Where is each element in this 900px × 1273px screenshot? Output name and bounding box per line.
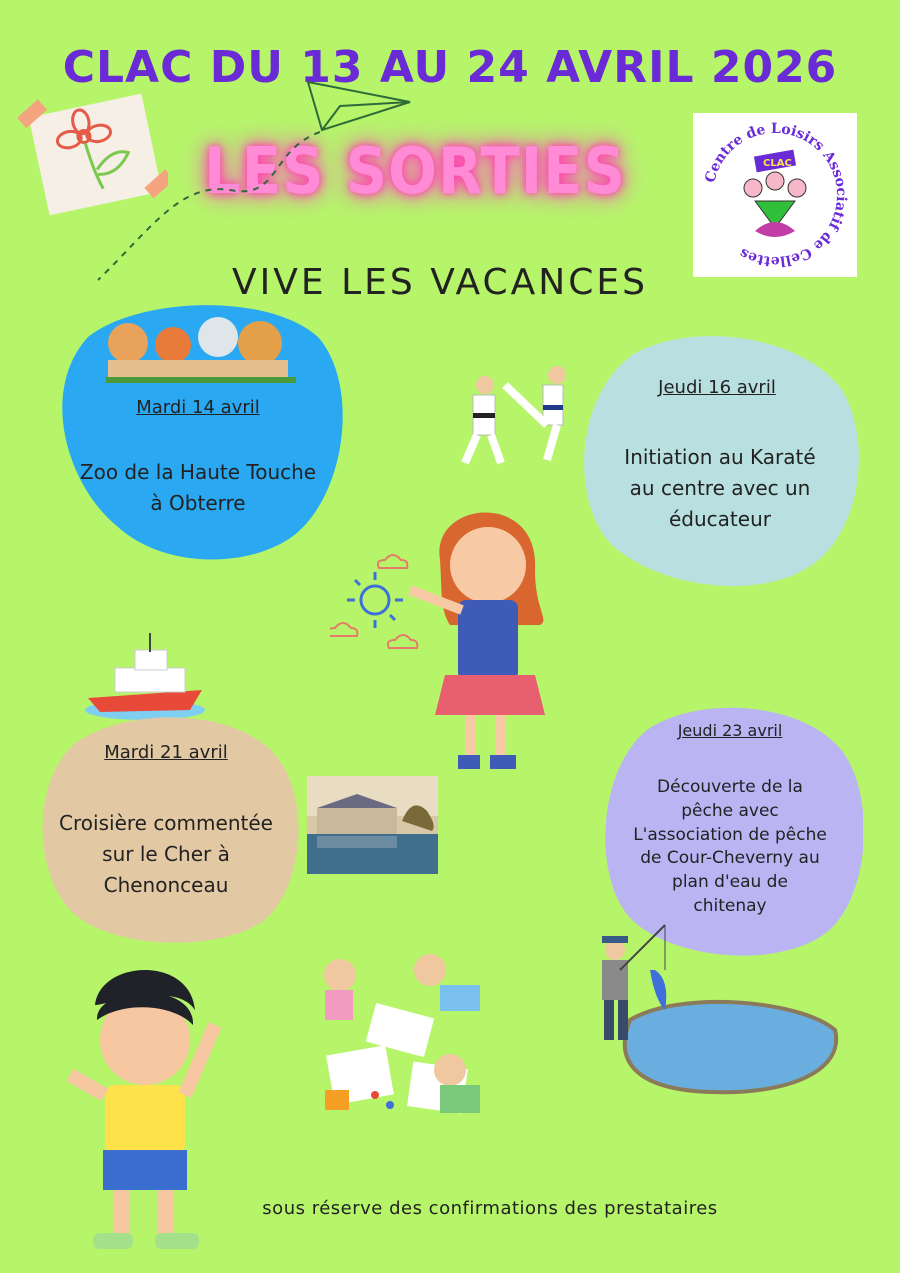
outing-description (32, 808, 300, 901)
outing-description (597, 776, 863, 919)
karate-illustration (445, 355, 585, 475)
outing-line: sur le Cher à (102, 842, 230, 866)
outing-line: plan d'eau de (672, 872, 788, 893)
outing-line: de Cour-Cheverny au (640, 848, 820, 869)
fishing-illustration (590, 920, 845, 1100)
outing-line: Initiation au Karaté (624, 445, 816, 469)
svg-text:CLAC: CLAC (763, 158, 792, 169)
outing-date: Mardi 14 avril (136, 397, 260, 418)
clac-logo (693, 113, 857, 277)
outing-line: Croisière commentée (59, 811, 273, 835)
outing-line: Découverte de la (657, 777, 803, 797)
footer-note: sous réserve des confirmations des prestataires (262, 1198, 718, 1219)
boy-waving-illustration (55, 965, 235, 1265)
section-subtitle: LES SORTIES (204, 135, 626, 209)
outing-line: Zoo de la Haute Touche (79, 460, 317, 484)
outing-card-croisiere (32, 712, 300, 944)
outing-line: Chenonceau (103, 873, 229, 897)
tagline: VIVE LES VACANCES (232, 262, 648, 303)
outing-line: L'association de pêche (633, 824, 827, 845)
svg-text:Centre de Loisirs Associatif d: Centre de Loisirs Associatif de Cellettes (702, 120, 850, 270)
outing-line: éducateur (669, 507, 771, 531)
outing-line: chitenay (693, 895, 767, 916)
animals-illustration (98, 305, 308, 385)
outing-description (575, 442, 865, 535)
outing-line: au centre avec un (629, 476, 811, 500)
outing-date: Jeudi 23 avril (677, 721, 783, 740)
outing-card-karate (572, 330, 862, 588)
outing-line: pêche avec (681, 800, 779, 821)
boat-illustration (80, 628, 210, 723)
page-title: CLAC DU 13 AU 24 AVRIL 2026 (62, 42, 838, 93)
outing-description (48, 457, 348, 519)
girl-drawing-illustration (330, 500, 560, 780)
kids-painting-illustration (300, 950, 515, 1140)
outing-date: Jeudi 16 avril (658, 377, 776, 398)
outing-line: à Obterre (150, 491, 246, 515)
paper-plane-illustration (90, 70, 420, 290)
chenonceau-painting (307, 776, 438, 874)
outing-card-zoo (48, 297, 348, 565)
outing-date: Mardi 21 avril (104, 742, 228, 763)
